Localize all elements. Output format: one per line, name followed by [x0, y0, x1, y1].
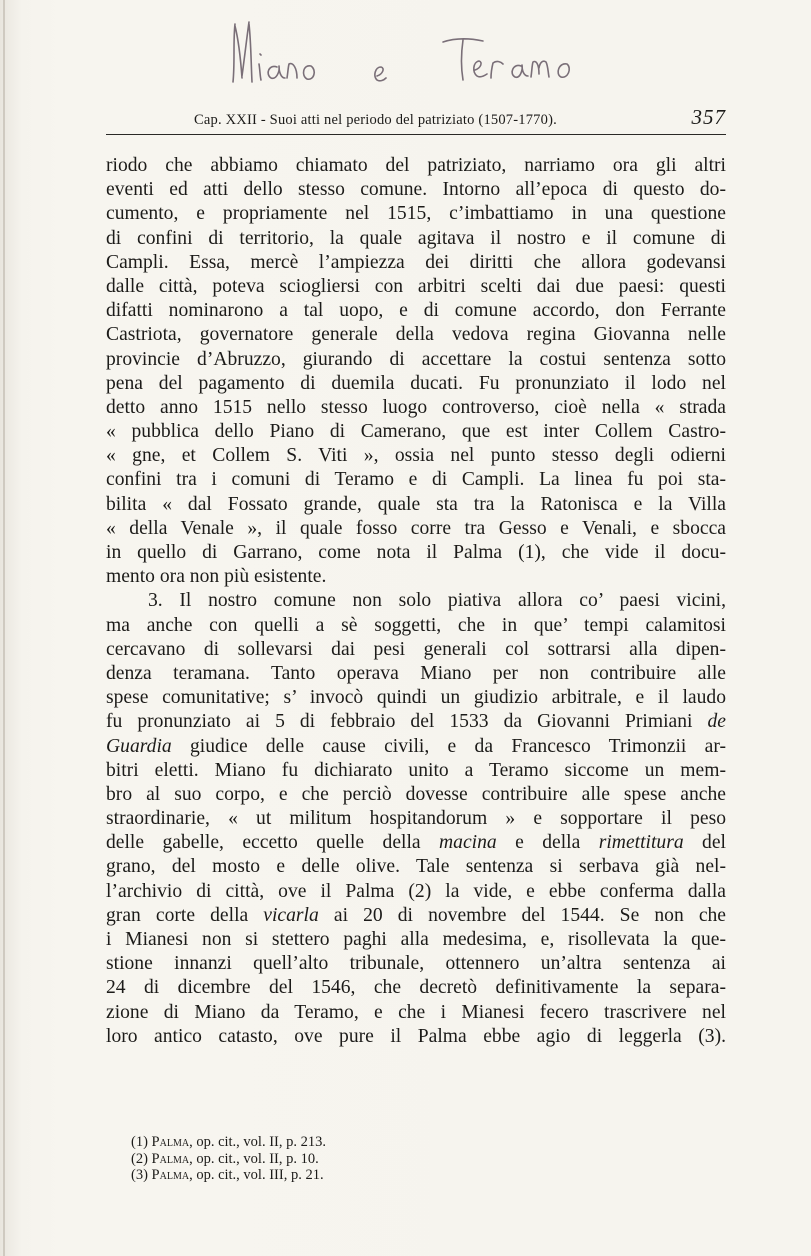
footnotes: [131, 1134, 631, 1184]
text-line: cercavano di sollevarsi dai pesi generali col sottrarsi alla dipen-: [106, 638, 726, 660]
text-line: stione innanzi quell’alto tribunale, ottennero un’altra sentenza ai: [106, 953, 726, 975]
footnote-2: (2) Palma, op. cit., vol. II, p. 10.: [131, 1150, 319, 1167]
text-line: dalle città, poteva sciogliersi con arbitri scelti dai due paesi: questi: [106, 275, 726, 297]
footnote-1: (1) Palma, op. cit., vol. II, p. 213.: [131, 1134, 326, 1150]
text-line: provincie d’Abruzzo, giurando di accettare la costui sentenza sotto: [106, 348, 726, 370]
text-line: bilita « dal Fossato grande, quale sta tra la Ratonisca e la Villa: [106, 493, 726, 515]
page-gutter-edge: [3, 0, 5, 1256]
text-line: grano, del mosto e delle olive. Tale sentenza si serbava già nel-: [106, 856, 726, 878]
text-line: loro antico catasto, ove pure il Palma ebbe agio di leggerla (3).: [106, 1025, 726, 1047]
text-line: bro al suo corpo, e che perciò dovesse contribuire alle spese anche: [106, 783, 726, 805]
text-line: Campli. Essa, mercè l’ampiezza dei diritti che allora godevansi: [106, 251, 726, 273]
text-line: riodo che abbiamo chiamato del patriziato, narriamo ora gli altri: [106, 155, 726, 176]
text-line: zione di Miano da Teramo, e che i Mianesi fecero trascrivere nel: [106, 1001, 726, 1023]
text-line: mento ora non più esistente.: [106, 566, 327, 588]
text-line: « pubblica dello Piano di Camerano, que est inter Collem Castro-: [106, 421, 726, 443]
text-line: « gne, et Collem S. Viti », ossia nel punto stesso degli odierni: [106, 445, 726, 467]
text-line: Castriota, governatore generale della vedova regina Giovanna nelle: [106, 324, 726, 346]
text-line: spese comunitative; s’ invocò quindi un giudizio arbitrale, e il laudo: [106, 687, 726, 709]
footnote-3: (3) Palma, op. cit., vol. III, p. 21.: [131, 1167, 324, 1183]
main-text: [106, 154, 726, 1049]
text-line: « della Venale », il quale fosso corre tra Gesso e Venali, e sbocca: [106, 517, 726, 539]
text-line: ma anche con quelli a sè soggetti, che in que’ tempi calamitosi: [106, 614, 726, 636]
text-line: 24 di dicembre del 1546, che decretò definitivamente la separa-: [106, 977, 726, 999]
text-line: l’archivio di città, ove il Palma (2) la vide, e ebbe conferma dalla: [106, 880, 726, 902]
text-line: denza teramana. Tanto operava Miano per non contribuire alle: [106, 662, 726, 684]
running-header: [106, 104, 726, 132]
text-line: di confini di territorio, la quale agitava il nostro e il comune di: [106, 227, 726, 249]
text-line: straordinarie, « ut militum hospitandorum » e sopportare il peso: [106, 808, 726, 830]
text-line: detto anno 1515 nello stesso luogo controverso, cioè nella « strada: [106, 396, 726, 418]
text-line: in quello di Garrano, come nota il Palma (1), che vide il docu-: [106, 542, 726, 563]
text-line: gran corte della vicarla ai 20 di novembre del 1544. Se non che: [106, 904, 727, 926]
running-head-text: Cap. XXII - Suoi atti nel periodo del patriziato (1507-1770).: [194, 112, 557, 128]
text-line: bitri eletti. Miano fu dichiarato unito a Teramo siccome un mem-: [106, 759, 726, 781]
section-3-start: 3. Il nostro comune non solo piativa allora co’ paesi vicini,: [148, 590, 726, 612]
text-line: difatti nominarono a tal uopo, e di comune accordo, don Ferrante: [106, 300, 726, 322]
text-line: Guardia giudice delle cause civili, e da Francesco Trimonzii ar-: [106, 735, 726, 757]
text-line: cumento, e propriamente nel 1515, c’imbattiamo in una questione: [106, 203, 726, 225]
text-line: i Mianesi non si stettero paghi alla medesima, e, risollevata la que-: [106, 929, 726, 950]
text-line: fu pronunziato ai 5 di febbraio del 1533 da Giovanni Primiani de: [106, 711, 726, 733]
text-line: delle gabelle, eccetto quelle della macina e della rimettitura del: [106, 832, 726, 854]
text-line: eventi ed atti dello stesso comune. Intorno all’epoca di questo do-: [106, 179, 726, 201]
text-line: pena del pagamento di duemila ducati. Fu pronunziato il lodo nel: [106, 372, 726, 394]
page-number: 357: [691, 105, 726, 129]
handwritten-annotation: [225, 12, 665, 97]
header-rule: [106, 134, 726, 135]
text-line: confini tra i comuni di Teramo e di Campli. La linea fu poi sta-: [106, 469, 726, 491]
